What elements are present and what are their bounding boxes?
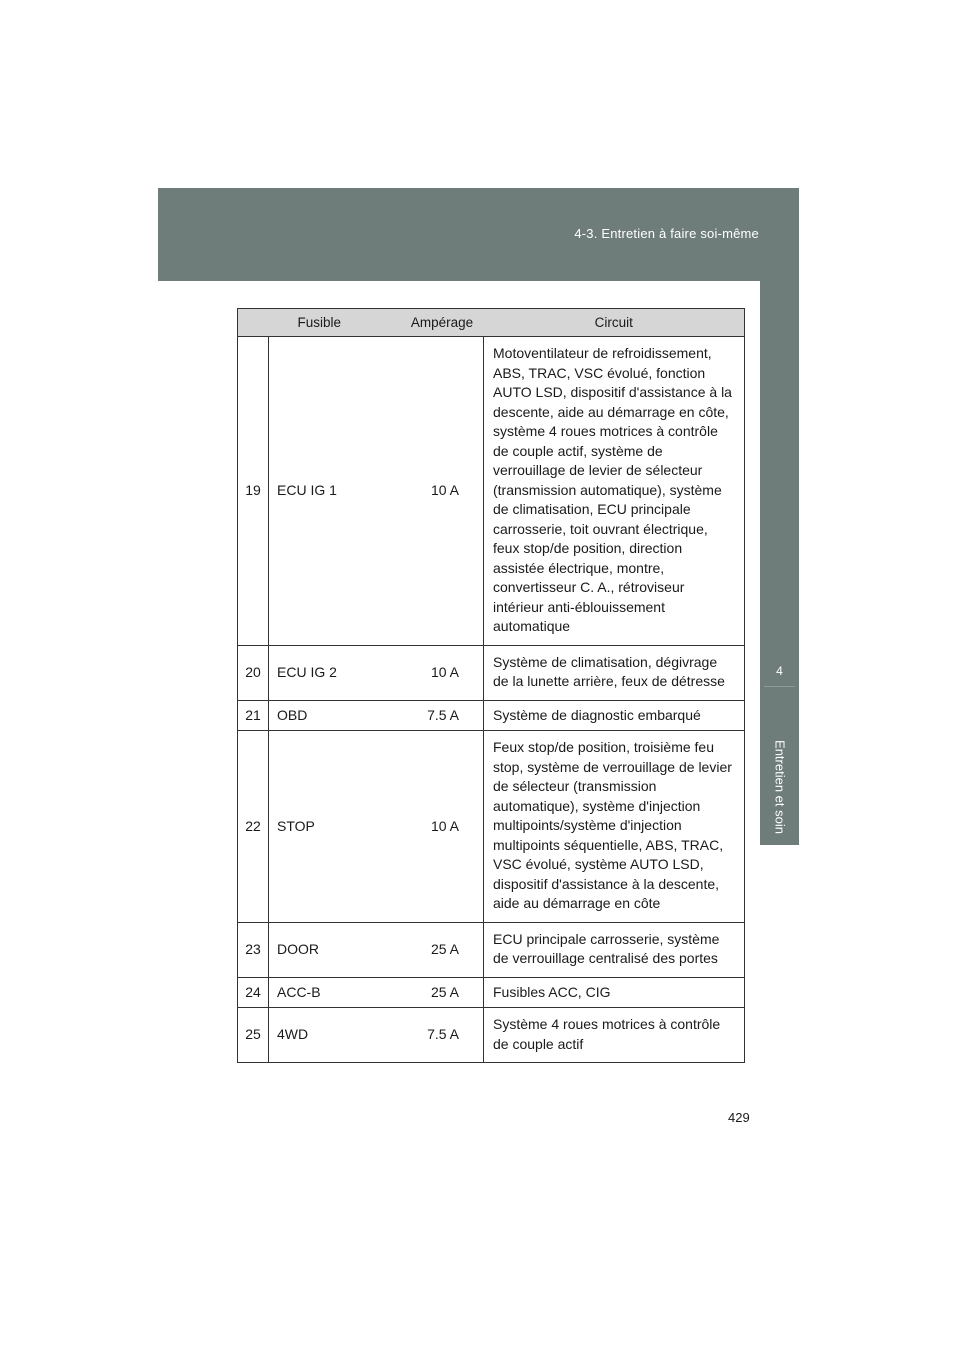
fuse-circuit: Motoventilateur de refroidissement, ABS, TRAC, VSC évolué, fonction AUTO LSD, dispositif d'assistance à la descente, aide au démarrage en côte, système 4 roues motrices à contrôle de couple actif, système de verrouillage de levier de sélecteur (transmission automatique), système de climatisation, ECU principale carrosserie, toit ouvrant électrique, feux stop/de position, direction assistée électrique, montre, convertisseur C. A., rétroviseur intérieur anti-éblouissement automatique <box>484 337 745 646</box>
page-number: 429 <box>728 1110 750 1125</box>
table-header-row <box>238 309 745 337</box>
fuse-name: ECU IG 2 <box>269 645 401 700</box>
fuse-table <box>237 308 745 1063</box>
table-row <box>238 1008 745 1063</box>
fuse-amperage: 10 A <box>401 731 484 923</box>
table-row <box>238 337 745 646</box>
fuse-number: 19 <box>238 337 269 646</box>
chapter-side-tab <box>760 281 799 845</box>
chapter-number: 4 <box>776 664 783 678</box>
fuse-amperage: 25 A <box>401 977 484 1008</box>
fuse-amperage: 10 A <box>401 645 484 700</box>
table-row <box>238 731 745 923</box>
fuse-circuit: Système de climatisation, dégivrage de la lunette arrière, feux de détresse <box>484 645 745 700</box>
fuse-amperage: 25 A <box>401 922 484 977</box>
fuse-name: DOOR <box>269 922 401 977</box>
fuse-name: OBD <box>269 700 401 731</box>
fuse-name: ACC-B <box>269 977 401 1008</box>
section-title: 4-3. Entretien à faire soi-même <box>574 226 759 241</box>
chapter-name: Entretien et soin <box>772 740 788 834</box>
header-fuse: Fusible <box>238 309 401 337</box>
fuse-name: 4WD <box>269 1008 401 1063</box>
fuse-circuit: Feux stop/de position, troisième feu stop, système de verrouillage de levier de sélecteur (transmission automatique), système d'injection multipoints/système d'injection multipoints séquentielle, ABS, TRAC, VSC évolué, système AUTO LSD, dispositif d'assistance à la descente, aide au démarrage en côte <box>484 731 745 923</box>
fuse-number: 20 <box>238 645 269 700</box>
fuse-number: 22 <box>238 731 269 923</box>
fuse-amperage: 7.5 A <box>401 700 484 731</box>
section-header <box>158 188 799 281</box>
fuse-circuit: ECU principale carrosserie, système de verrouillage centralisé des portes <box>484 922 745 977</box>
header-circuit: Circuit <box>484 309 745 337</box>
table-row <box>238 700 745 731</box>
fuse-name: STOP <box>269 731 401 923</box>
fuse-amperage: 10 A <box>401 337 484 646</box>
chapter-tab-divider <box>764 686 795 687</box>
fuse-number: 24 <box>238 977 269 1008</box>
header-amperage: Ampérage <box>401 309 484 337</box>
fuse-circuit: Fusibles ACC, CIG <box>484 977 745 1008</box>
fuse-circuit: Système de diagnostic embarqué <box>484 700 745 731</box>
fuse-number: 23 <box>238 922 269 977</box>
table-row <box>238 922 745 977</box>
fuse-number: 25 <box>238 1008 269 1063</box>
fuse-number: 21 <box>238 700 269 731</box>
table-row <box>238 645 745 700</box>
fuse-amperage: 7.5 A <box>401 1008 484 1063</box>
table-row <box>238 977 745 1008</box>
fuse-name: ECU IG 1 <box>269 337 401 646</box>
fuse-circuit: Système 4 roues motrices à contrôle de couple actif <box>484 1008 745 1063</box>
